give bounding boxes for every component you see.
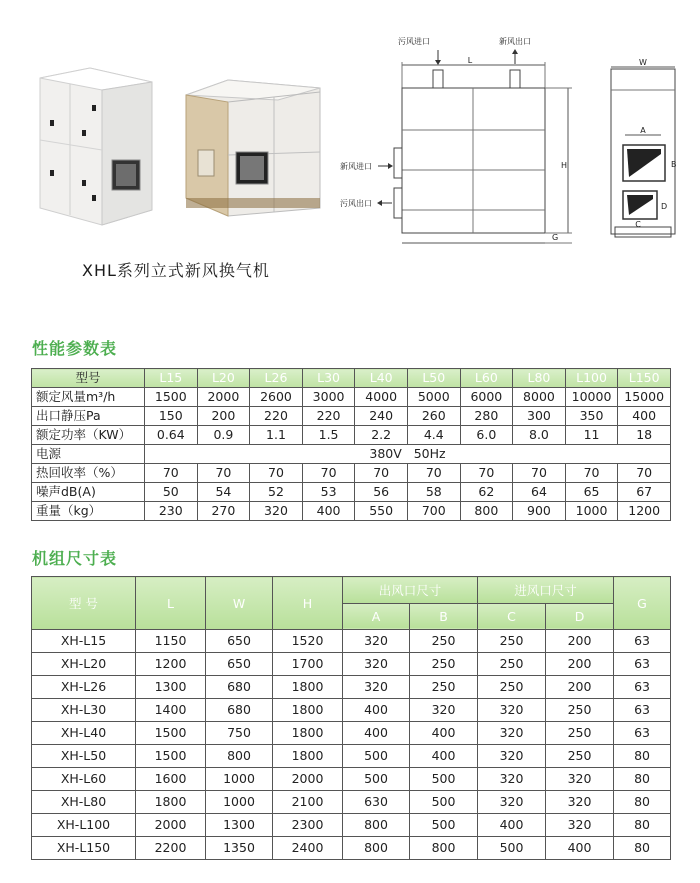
perf-cell: 70 — [460, 464, 513, 483]
dim-cell: 320 — [343, 630, 410, 653]
dim-G-label: G — [552, 233, 559, 242]
dim-cell-model: XH-L26 — [32, 676, 136, 699]
front-view-diagram — [330, 30, 580, 260]
perf-row — [32, 502, 671, 521]
dim-cell: 1000 — [206, 791, 273, 814]
perf-row — [32, 483, 671, 502]
dim-cell: 320 — [343, 676, 410, 699]
perf-model-header: L26 — [250, 369, 303, 388]
perf-cell: 240 — [355, 407, 408, 426]
perf-cell: 350 — [565, 407, 618, 426]
perf-cell: 65 — [565, 483, 618, 502]
dim-cell-model: XH-L20 — [32, 653, 136, 676]
perf-cell: 220 — [302, 407, 355, 426]
dim-header-C: C — [478, 603, 546, 630]
perf-cell: 230 — [145, 502, 198, 521]
perf-cell: 300 — [513, 407, 566, 426]
perf-model-header: L100 — [565, 369, 618, 388]
dim-cell: 400 — [343, 722, 410, 745]
perf-cell: 400 — [302, 502, 355, 521]
dim-cell: 2400 — [273, 837, 343, 860]
dim-W-label: W — [639, 58, 647, 67]
label-dirty-air-outlet: 污风出口 — [340, 199, 372, 208]
perf-cell: 70 — [407, 464, 460, 483]
dim-header-inlet: 进风口尺寸 — [478, 577, 614, 604]
product-caption: XHL系列立式新风换气机 — [82, 261, 270, 280]
dim-cell: 320 — [478, 699, 546, 722]
perf-cell: 70 — [250, 464, 303, 483]
perf-cell: 62 — [460, 483, 513, 502]
dim-cell: 320 — [546, 768, 614, 791]
dim-cell: 1800 — [273, 745, 343, 768]
perf-row-label: 出口静压Pa — [32, 407, 145, 426]
perf-cell: 1200 — [618, 502, 671, 521]
perf-model-header: L60 — [460, 369, 513, 388]
perf-model-header: L80 — [513, 369, 566, 388]
perf-row — [32, 445, 671, 464]
dim-cell: 80 — [614, 745, 671, 768]
dim-cell: 2200 — [136, 837, 206, 860]
dim-cell: 250 — [410, 653, 478, 676]
perf-cell: 800 — [460, 502, 513, 521]
dim-cell-model: XH-L30 — [32, 699, 136, 722]
dim-row — [32, 722, 671, 745]
dim-cell: 200 — [546, 676, 614, 699]
dim-cell: 400 — [343, 699, 410, 722]
dim-cell: 800 — [343, 837, 410, 860]
perf-header-label: 型号 — [32, 369, 145, 388]
dim-cell: 800 — [206, 745, 273, 768]
dim-cell: 250 — [478, 630, 546, 653]
dim-cell: 80 — [614, 814, 671, 837]
perf-cell: 70 — [565, 464, 618, 483]
dim-header-H: H — [273, 577, 343, 630]
perf-cell: 64 — [513, 483, 566, 502]
perf-cell: 70 — [197, 464, 250, 483]
perf-cell: 550 — [355, 502, 408, 521]
dim-cell: 63 — [614, 676, 671, 699]
perf-row — [32, 388, 671, 407]
dim-cell: 400 — [478, 814, 546, 837]
perf-cell: 11 — [565, 426, 618, 445]
dim-cell: 1800 — [273, 699, 343, 722]
perf-cell: 700 — [407, 502, 460, 521]
perf-cell: 5000 — [407, 388, 460, 407]
perf-cell: 2.2 — [355, 426, 408, 445]
perf-cell: 56 — [355, 483, 408, 502]
perf-cell: 1.1 — [250, 426, 303, 445]
dim-header-A: A — [343, 603, 410, 630]
dim-cell: 800 — [410, 837, 478, 860]
perf-cell: 70 — [618, 464, 671, 483]
dim-cell: 500 — [410, 768, 478, 791]
dim-cell: 80 — [614, 768, 671, 791]
dim-cell: 1520 — [273, 630, 343, 653]
dim-L-label: L — [467, 56, 473, 65]
perf-cell: 2600 — [250, 388, 303, 407]
dim-cell: 200 — [546, 653, 614, 676]
dim-cell: 1800 — [273, 676, 343, 699]
dim-row — [32, 837, 671, 860]
dim-cell: 1800 — [273, 722, 343, 745]
dim-cell: 63 — [614, 699, 671, 722]
perf-model-header: L30 — [302, 369, 355, 388]
perf-model-header: L20 — [197, 369, 250, 388]
dim-row — [32, 791, 671, 814]
dim-cell: 500 — [343, 768, 410, 791]
dim-cell-model: XH-L50 — [32, 745, 136, 768]
perf-cell: 8.0 — [513, 426, 566, 445]
dim-row — [32, 630, 671, 653]
label-fresh-air-inlet: 新风进口 — [340, 162, 372, 171]
perf-cell: 70 — [355, 464, 408, 483]
dim-row — [32, 653, 671, 676]
dim-row — [32, 814, 671, 837]
dim-cell: 320 — [478, 745, 546, 768]
dim-cell: 500 — [410, 814, 478, 837]
product-photo-large-unit — [178, 70, 328, 220]
dim-cell: 1800 — [136, 791, 206, 814]
perf-cell: 0.64 — [145, 426, 198, 445]
dim-cell: 63 — [614, 630, 671, 653]
dim-header-W: W — [206, 577, 273, 630]
perf-cell: 2000 — [197, 388, 250, 407]
performance-section-title: 性能参数表 — [32, 339, 118, 358]
perf-row-label: 额定风量m³/h — [32, 388, 145, 407]
perf-row — [32, 464, 671, 483]
dim-cell: 320 — [343, 653, 410, 676]
perf-cell: 1500 — [145, 388, 198, 407]
perf-model-header: L50 — [407, 369, 460, 388]
dim-A-label: A — [640, 126, 646, 135]
perf-cell: 3000 — [302, 388, 355, 407]
dim-cell: 2000 — [273, 768, 343, 791]
perf-cell: 70 — [513, 464, 566, 483]
dim-cell: 680 — [206, 699, 273, 722]
performance-table — [31, 368, 671, 521]
perf-row-label: 电源 — [32, 445, 145, 464]
dim-cell-model: XH-L100 — [32, 814, 136, 837]
perf-row — [32, 407, 671, 426]
perf-cell: 58 — [407, 483, 460, 502]
dim-row — [32, 699, 671, 722]
dim-cell: 1300 — [206, 814, 273, 837]
perf-cell: 15000 — [618, 388, 671, 407]
dim-row — [32, 676, 671, 699]
perf-cell: 400 — [618, 407, 671, 426]
dim-cell: 320 — [546, 814, 614, 837]
dim-cell: 63 — [614, 653, 671, 676]
perf-row — [32, 426, 671, 445]
dim-row — [32, 745, 671, 768]
dim-cell-model: XH-L60 — [32, 768, 136, 791]
dimensions-table — [31, 576, 671, 860]
dim-cell: 500 — [478, 837, 546, 860]
perf-cell: 70 — [302, 464, 355, 483]
perf-cell: 70 — [145, 464, 198, 483]
dim-header-outlet: 出风口尺寸 — [343, 577, 478, 604]
dim-cell: 320 — [478, 722, 546, 745]
perf-cell: 54 — [197, 483, 250, 502]
dim-cell: 800 — [343, 814, 410, 837]
dim-cell: 320 — [546, 791, 614, 814]
dim-cell: 320 — [478, 768, 546, 791]
perf-row-label: 重量（kg） — [32, 502, 145, 521]
perf-cell: 0.9 — [197, 426, 250, 445]
dim-cell: 1150 — [136, 630, 206, 653]
perf-row-label: 热回收率（%） — [32, 464, 145, 483]
perf-cell: 52 — [250, 483, 303, 502]
dim-row — [32, 768, 671, 791]
dim-cell: 500 — [343, 745, 410, 768]
perf-cell: 200 — [197, 407, 250, 426]
perf-cell: 270 — [197, 502, 250, 521]
dim-cell: 1350 — [206, 837, 273, 860]
dim-header-D: D — [546, 603, 614, 630]
dim-header-G: G — [614, 577, 671, 630]
dim-cell: 1300 — [136, 676, 206, 699]
dim-D-label: D — [661, 202, 668, 211]
perf-cell: 260 — [407, 407, 460, 426]
dim-cell-model: XH-L150 — [32, 837, 136, 860]
dim-cell: 200 — [546, 630, 614, 653]
perf-cell: 4000 — [355, 388, 408, 407]
perf-row-label: 噪声dB(A) — [32, 483, 145, 502]
dim-B-label: B — [671, 160, 677, 169]
perf-cell: 900 — [513, 502, 566, 521]
dim-cell-model: XH-L40 — [32, 722, 136, 745]
perf-cell-span: 380V 50Hz — [145, 445, 671, 464]
dim-cell: 400 — [546, 837, 614, 860]
dim-cell: 1500 — [136, 745, 206, 768]
perf-cell: 6000 — [460, 388, 513, 407]
dim-cell: 80 — [614, 791, 671, 814]
perf-cell: 8000 — [513, 388, 566, 407]
dim-cell: 400 — [410, 745, 478, 768]
dim-cell: 250 — [546, 722, 614, 745]
dim-cell-model: XH-L80 — [32, 791, 136, 814]
dim-cell: 2300 — [273, 814, 343, 837]
perf-cell: 53 — [302, 483, 355, 502]
dim-cell: 680 — [206, 676, 273, 699]
dim-cell: 80 — [614, 837, 671, 860]
label-fresh-air-outlet: 新风出口 — [499, 37, 531, 46]
dim-cell: 250 — [410, 676, 478, 699]
dim-cell: 1600 — [136, 768, 206, 791]
perf-cell: 150 — [145, 407, 198, 426]
perf-row-label: 额定功率（KW） — [32, 426, 145, 445]
perf-cell: 6.0 — [460, 426, 513, 445]
dim-H-label: H — [560, 161, 568, 170]
perf-header-row — [32, 369, 671, 388]
dim-cell: 1700 — [273, 653, 343, 676]
dim-cell-model: XH-L15 — [32, 630, 136, 653]
perf-cell: 320 — [250, 502, 303, 521]
dim-header-model: 型 号 — [32, 577, 136, 630]
perf-cell: 280 — [460, 407, 513, 426]
perf-cell: 1.5 — [302, 426, 355, 445]
perf-cell: 50 — [145, 483, 198, 502]
dim-cell: 250 — [546, 745, 614, 768]
perf-cell: 1000 — [565, 502, 618, 521]
dim-cell: 750 — [206, 722, 273, 745]
dim-C-label: C — [635, 220, 641, 229]
product-photo-white-unit — [30, 60, 160, 230]
dim-cell: 630 — [343, 791, 410, 814]
dim-cell: 63 — [614, 722, 671, 745]
perf-cell: 220 — [250, 407, 303, 426]
dim-cell: 1500 — [136, 722, 206, 745]
dim-cell: 250 — [478, 653, 546, 676]
dim-cell: 2000 — [136, 814, 206, 837]
dim-cell: 500 — [410, 791, 478, 814]
dim-header-L: L — [136, 577, 206, 630]
perf-cell: 4.4 — [407, 426, 460, 445]
perf-model-header: L150 — [618, 369, 671, 388]
dim-cell: 250 — [478, 676, 546, 699]
dim-cell: 1400 — [136, 699, 206, 722]
label-dirty-air-inlet: 污风进口 — [398, 37, 430, 46]
dim-cell: 250 — [410, 630, 478, 653]
dim-cell: 320 — [410, 699, 478, 722]
perf-model-header: L15 — [145, 369, 198, 388]
perf-model-header: L40 — [355, 369, 408, 388]
perf-cell: 67 — [618, 483, 671, 502]
dim-cell: 1000 — [206, 768, 273, 791]
perf-cell: 18 — [618, 426, 671, 445]
perf-cell: 10000 — [565, 388, 618, 407]
side-view-diagram — [605, 55, 690, 255]
dim-cell: 1200 — [136, 653, 206, 676]
dim-cell: 400 — [410, 722, 478, 745]
dim-header-B: B — [410, 603, 478, 630]
dim-cell: 250 — [546, 699, 614, 722]
dim-cell: 2100 — [273, 791, 343, 814]
dimensions-section-title: 机组尺寸表 — [32, 549, 118, 568]
dim-cell: 650 — [206, 653, 273, 676]
dim-cell: 320 — [478, 791, 546, 814]
dim-cell: 650 — [206, 630, 273, 653]
